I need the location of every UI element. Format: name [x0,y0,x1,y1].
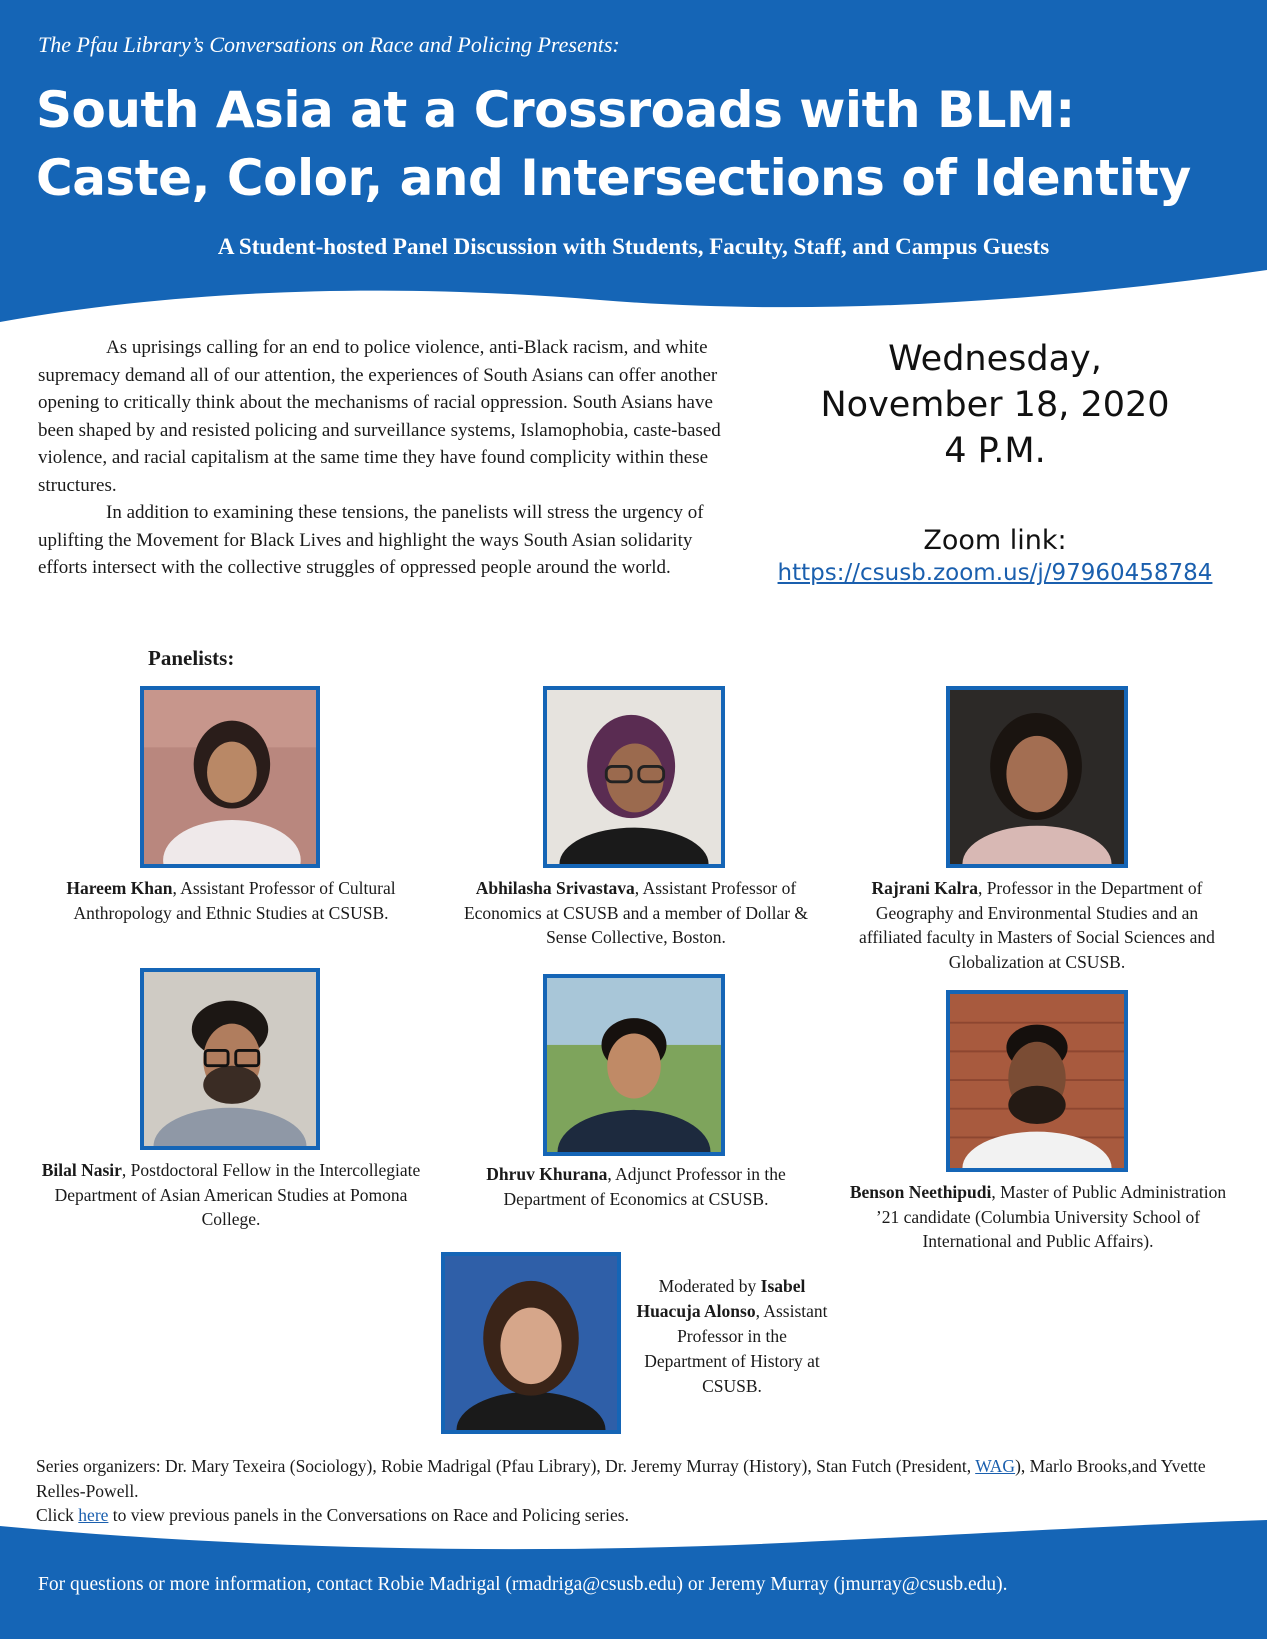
panelist-caption-dhruv-khurana [446,1162,826,1211]
panelist-caption-bilal-nasir [32,1158,430,1232]
organizers-text: Series organizers: Dr. Mary Texeira (Sociology), Robie Madrigal (Pfau Library), Dr. Jeremy Murray (History), Stan Futch (President, [36,1456,976,1476]
panelist-photo-dhruv-khurana [543,974,725,1156]
event-time: 4 P.M. [944,431,1046,471]
organizers-line [36,1454,1236,1503]
intro-paragraph-1: As uprisings calling for an end to police violence, anti-Black racism, and white supremacy demand all of our attention, the experiences of South Asians can offer another opening to critically think about the mechanisms of racial oppression. South Asians have been shaped by and resisted policing and surveillance systems, Islamophobia, caste-based violence, and racial capitalism at the same time they have found complicity within these structures. [38,337,721,496]
series-organizers [36,1454,1236,1528]
panelist-desc: , Postdoctoral Fellow in the Intercollegiate Department of Asian American Studies at Pomona College. [54,1160,421,1229]
panelist-photo-abhilasha-srivastava [543,686,725,868]
moderator-desc: , Assistant Professor in the Department of History at CSUSB. [644,1301,828,1396]
panelist-photo-benson-neethipudi [946,990,1128,1172]
event-details [760,336,1230,586]
event-title-line1: South Asia at a Crossroads with BLM: [36,81,1075,139]
contact-info: For questions or more information, contact Robie Madrigal (rmadriga@csusb.edu) or Jeremy Murray (jmurray@csusb.edu). [38,1574,1008,1595]
panelist-photo-bilal-nasir [140,968,320,1150]
moderator-photo-isabel-huacuja-alonso [441,1252,621,1434]
header-banner [0,0,1267,330]
panelist-desc: , Master of Public Administration ’21 candidate (Columbia University School of International and Public Affairs). [875,1182,1227,1251]
series-kicker: The Pfau Library’s Conversations on Race and Policing Presents: [38,32,620,57]
panelists-heading: Panelists: [148,646,235,670]
previous-panels-text: to view previous panels in the Conversations on Race and Policing series. [108,1505,629,1525]
intro-text [38,334,738,582]
panelist-desc: , Assistant Professor of Economics at CSUSB and a member of Dollar & Sense Collective, Boston. [463,878,809,947]
moderator-prefix: Moderated by [658,1276,761,1296]
panelist-desc: , Assistant Professor of Cultural Anthropology and Ethnic Studies at CSUSB. [73,878,396,923]
panelist-name: Abhilasha Srivastava [475,878,635,898]
panelist-caption-abhilasha-srivastava [446,876,826,950]
panelist-name: Hareem Khan [66,878,173,898]
panelist-name: Bilal Nasir [41,1160,122,1180]
panelist-caption-hareem-khan [36,876,426,925]
here-link[interactable]: here [78,1505,109,1525]
event-day: Wednesday, [888,339,1102,379]
panelist-photo-rajrani-kalra [946,686,1128,868]
event-date: November 18, 2020 [820,385,1170,425]
panelist-name: Dhruv Khurana [486,1164,608,1184]
click-text: Click [36,1505,79,1525]
intro-paragraph-2: In addition to examining these tensions, the panelists will stress the urgency of uplifting the Movement for Black Lives and highlight the ways South Asian solidarity efforts intersect with the collective struggles of oppressed people around the world. [38,502,704,578]
event-subtitle: A Student-hosted Panel Discussion with Students, Faculty, Staff, and Campus Guests [217,234,1050,259]
wag-link[interactable]: WAG [975,1456,1016,1476]
event-title [36,76,1246,212]
panelist-photo-hareem-khan [140,686,320,868]
panelist-caption-rajrani-kalra [846,876,1228,974]
panelist-desc: , Adjunct Professor in the Department of Economics at CSUSB. [503,1164,786,1209]
organizers-text-end: ), Marlo Brooks,and Yvette Relles-Powell. [36,1456,1206,1501]
event-title-line2: Caste, Color, and Intersections of Identity [36,149,1191,207]
panelist-name: Rajrani Kalra [871,878,978,898]
panelist-caption-benson-neethipudi [846,1180,1230,1254]
moderator-caption [636,1274,828,1399]
panelist-name: Benson Neethipudi [849,1182,992,1202]
zoom-link[interactable]: https://csusb.zoom.us/j/97960458784 [777,560,1213,586]
zoom-label: Zoom link: [923,525,1067,556]
moderator-name: Isabel Huacuja Alonso [636,1276,806,1321]
panelist-desc: , Professor in the Department of Geography and Environmental Studies and an affiliated faculty in Masters of Social Sciences and Globalization at CSUSB. [859,878,1215,972]
